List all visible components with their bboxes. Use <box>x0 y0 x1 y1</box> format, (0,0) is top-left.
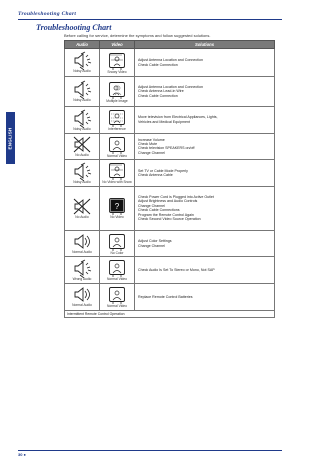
audio-caption: Noisy Audio <box>73 126 91 131</box>
audio-cell <box>65 230 100 257</box>
table-row <box>65 49 275 77</box>
solution-line: Adjust Brightness and Audio Controls <box>138 199 198 204</box>
speaker-noise-icon <box>65 162 99 181</box>
table-row <box>65 230 275 257</box>
audio-cell <box>65 160 100 187</box>
running-header: Troubleshooting Chart <box>18 11 77 17</box>
table-row <box>65 257 275 284</box>
svg-text:?: ? <box>114 202 120 212</box>
solution-line: Change Channel <box>138 203 165 208</box>
tv-person-icon <box>100 285 134 305</box>
video-caption: Multiple Image <box>106 98 128 103</box>
video-caption: No Video <box>110 215 124 220</box>
solution-line: Program the Remote Control Again <box>138 212 194 217</box>
video-cell <box>100 186 135 230</box>
tv-snow-icon <box>100 51 134 71</box>
video-cell <box>100 230 135 257</box>
video-cell <box>100 257 135 284</box>
solution-line: Check Mute <box>138 141 158 146</box>
video-cell <box>100 133 135 160</box>
audio-caption: Noisy Audio <box>73 69 91 74</box>
table-header-row <box>65 41 275 49</box>
tv-person-icon <box>100 232 134 252</box>
header-audio: Audio <box>65 41 100 49</box>
solution-line: Vehicles and Medical Equipment <box>138 119 190 124</box>
video-caption: Interference <box>108 127 126 131</box>
speaker-noise-icon <box>65 259 99 278</box>
table-footer-note: Intermittent Remote Control Operation <box>65 310 275 317</box>
table-row <box>65 160 275 187</box>
solution-line: Adjust Antenna Location and Connection <box>138 58 203 63</box>
table-row <box>65 186 275 230</box>
audio-cell <box>65 133 100 160</box>
tv-person-icon <box>100 135 134 155</box>
solutions-cell <box>135 160 275 187</box>
video-cell <box>100 77 135 107</box>
audio-caption: Normal Audio <box>72 250 92 255</box>
speaker-normal-icon <box>65 232 99 251</box>
table-footer-row <box>65 310 275 317</box>
solution-line: Check Cable Connection <box>138 62 178 67</box>
video-cell <box>100 49 135 77</box>
solution-line: Check Antenna Lead-in Wire <box>138 89 184 94</box>
video-cell <box>100 160 135 187</box>
solution-line: Check Antenna Cable <box>138 172 173 177</box>
page-number: 30 ● <box>18 452 26 457</box>
solution-line: Replace Remote Control Batteries <box>138 294 193 299</box>
tv-blank-icon <box>100 196 134 216</box>
video-caption: Normal Video <box>107 303 127 308</box>
solution-line: Check Second Video Source Operation <box>138 217 201 222</box>
speaker-noise-icon <box>65 109 99 128</box>
audio-caption: Normal Audio <box>72 303 92 308</box>
intro-text: Before calling for service, determine the symptoms and follow suggested solutions. <box>64 33 211 38</box>
video-caption: Normal Video <box>107 277 127 282</box>
audio-cell <box>65 77 100 107</box>
video-cell <box>100 283 135 310</box>
solution-line: Adjust Antenna Location and Connection <box>138 84 203 89</box>
solution-line: Adjust Color Settings <box>138 239 172 244</box>
solutions-cell <box>135 77 275 107</box>
audio-caption: No Audio <box>75 214 89 219</box>
solutions-cell <box>135 186 275 230</box>
solutions-cell <box>135 257 275 284</box>
solutions-cell <box>135 49 275 77</box>
solution-line: Increase Volume <box>138 137 165 142</box>
speaker-muted-icon <box>65 135 99 154</box>
solution-line: Set TV or Cable Mode Properly <box>138 168 188 173</box>
solutions-cell <box>135 107 275 134</box>
footer-rule <box>18 450 282 451</box>
video-cell <box>100 107 135 134</box>
header-video: Video <box>100 41 135 49</box>
table-row <box>65 283 275 310</box>
language-side-tab <box>6 112 15 164</box>
video-caption: Snowy Video <box>107 69 127 74</box>
tv-person-icon <box>100 258 134 278</box>
troubleshooting-table <box>64 40 275 318</box>
solution-line: Check Audio Is Set To Stereo or Mono, Not SAP <box>138 267 215 272</box>
tv-interference-icon <box>100 108 134 128</box>
video-caption: No Color <box>110 250 124 255</box>
table-row <box>65 107 275 134</box>
audio-cell <box>65 49 100 77</box>
audio-cell <box>65 283 100 310</box>
side-tab-label: ENGLISH <box>8 126 14 150</box>
tv-snow-icon <box>100 161 134 181</box>
solutions-cell <box>135 283 275 310</box>
solutions-cell <box>135 133 275 160</box>
speaker-noise-icon <box>65 80 99 99</box>
solution-line: Change Channel <box>138 150 165 155</box>
solution-line: Check Cable Connections <box>138 208 180 213</box>
speaker-muted-icon <box>65 197 99 216</box>
speaker-noise-icon <box>65 51 99 70</box>
video-caption: No Video with Snow <box>102 180 132 185</box>
table-row <box>65 77 275 107</box>
audio-cell <box>65 257 100 284</box>
audio-caption: Noisy Audio <box>73 98 91 103</box>
audio-cell <box>65 186 100 230</box>
solution-line: Check Cable Connection <box>138 93 178 98</box>
header-rule <box>18 19 282 20</box>
audio-caption: Noisy Audio <box>73 179 91 184</box>
solution-line: Check Power Cord is Plugged into Active Outlet <box>138 195 214 200</box>
solution-line: Move television from Electrical Appliances, Lights, <box>138 115 218 120</box>
audio-caption: Wrong Audio <box>72 276 92 281</box>
audio-caption: No Audio <box>75 153 89 158</box>
solution-line: Change Channel <box>138 243 165 248</box>
audio-cell <box>65 107 100 134</box>
header-solutions: Solutions <box>135 41 275 49</box>
solution-line: Check television SPEAKERS on/off <box>138 146 195 151</box>
page-title: Troubleshooting Chart <box>36 23 112 32</box>
speaker-normal-icon <box>65 285 99 304</box>
solutions-cell <box>135 230 275 257</box>
video-caption: Normal Video <box>107 153 127 158</box>
tv-ghost-icon <box>100 80 134 100</box>
table-row <box>65 133 275 160</box>
